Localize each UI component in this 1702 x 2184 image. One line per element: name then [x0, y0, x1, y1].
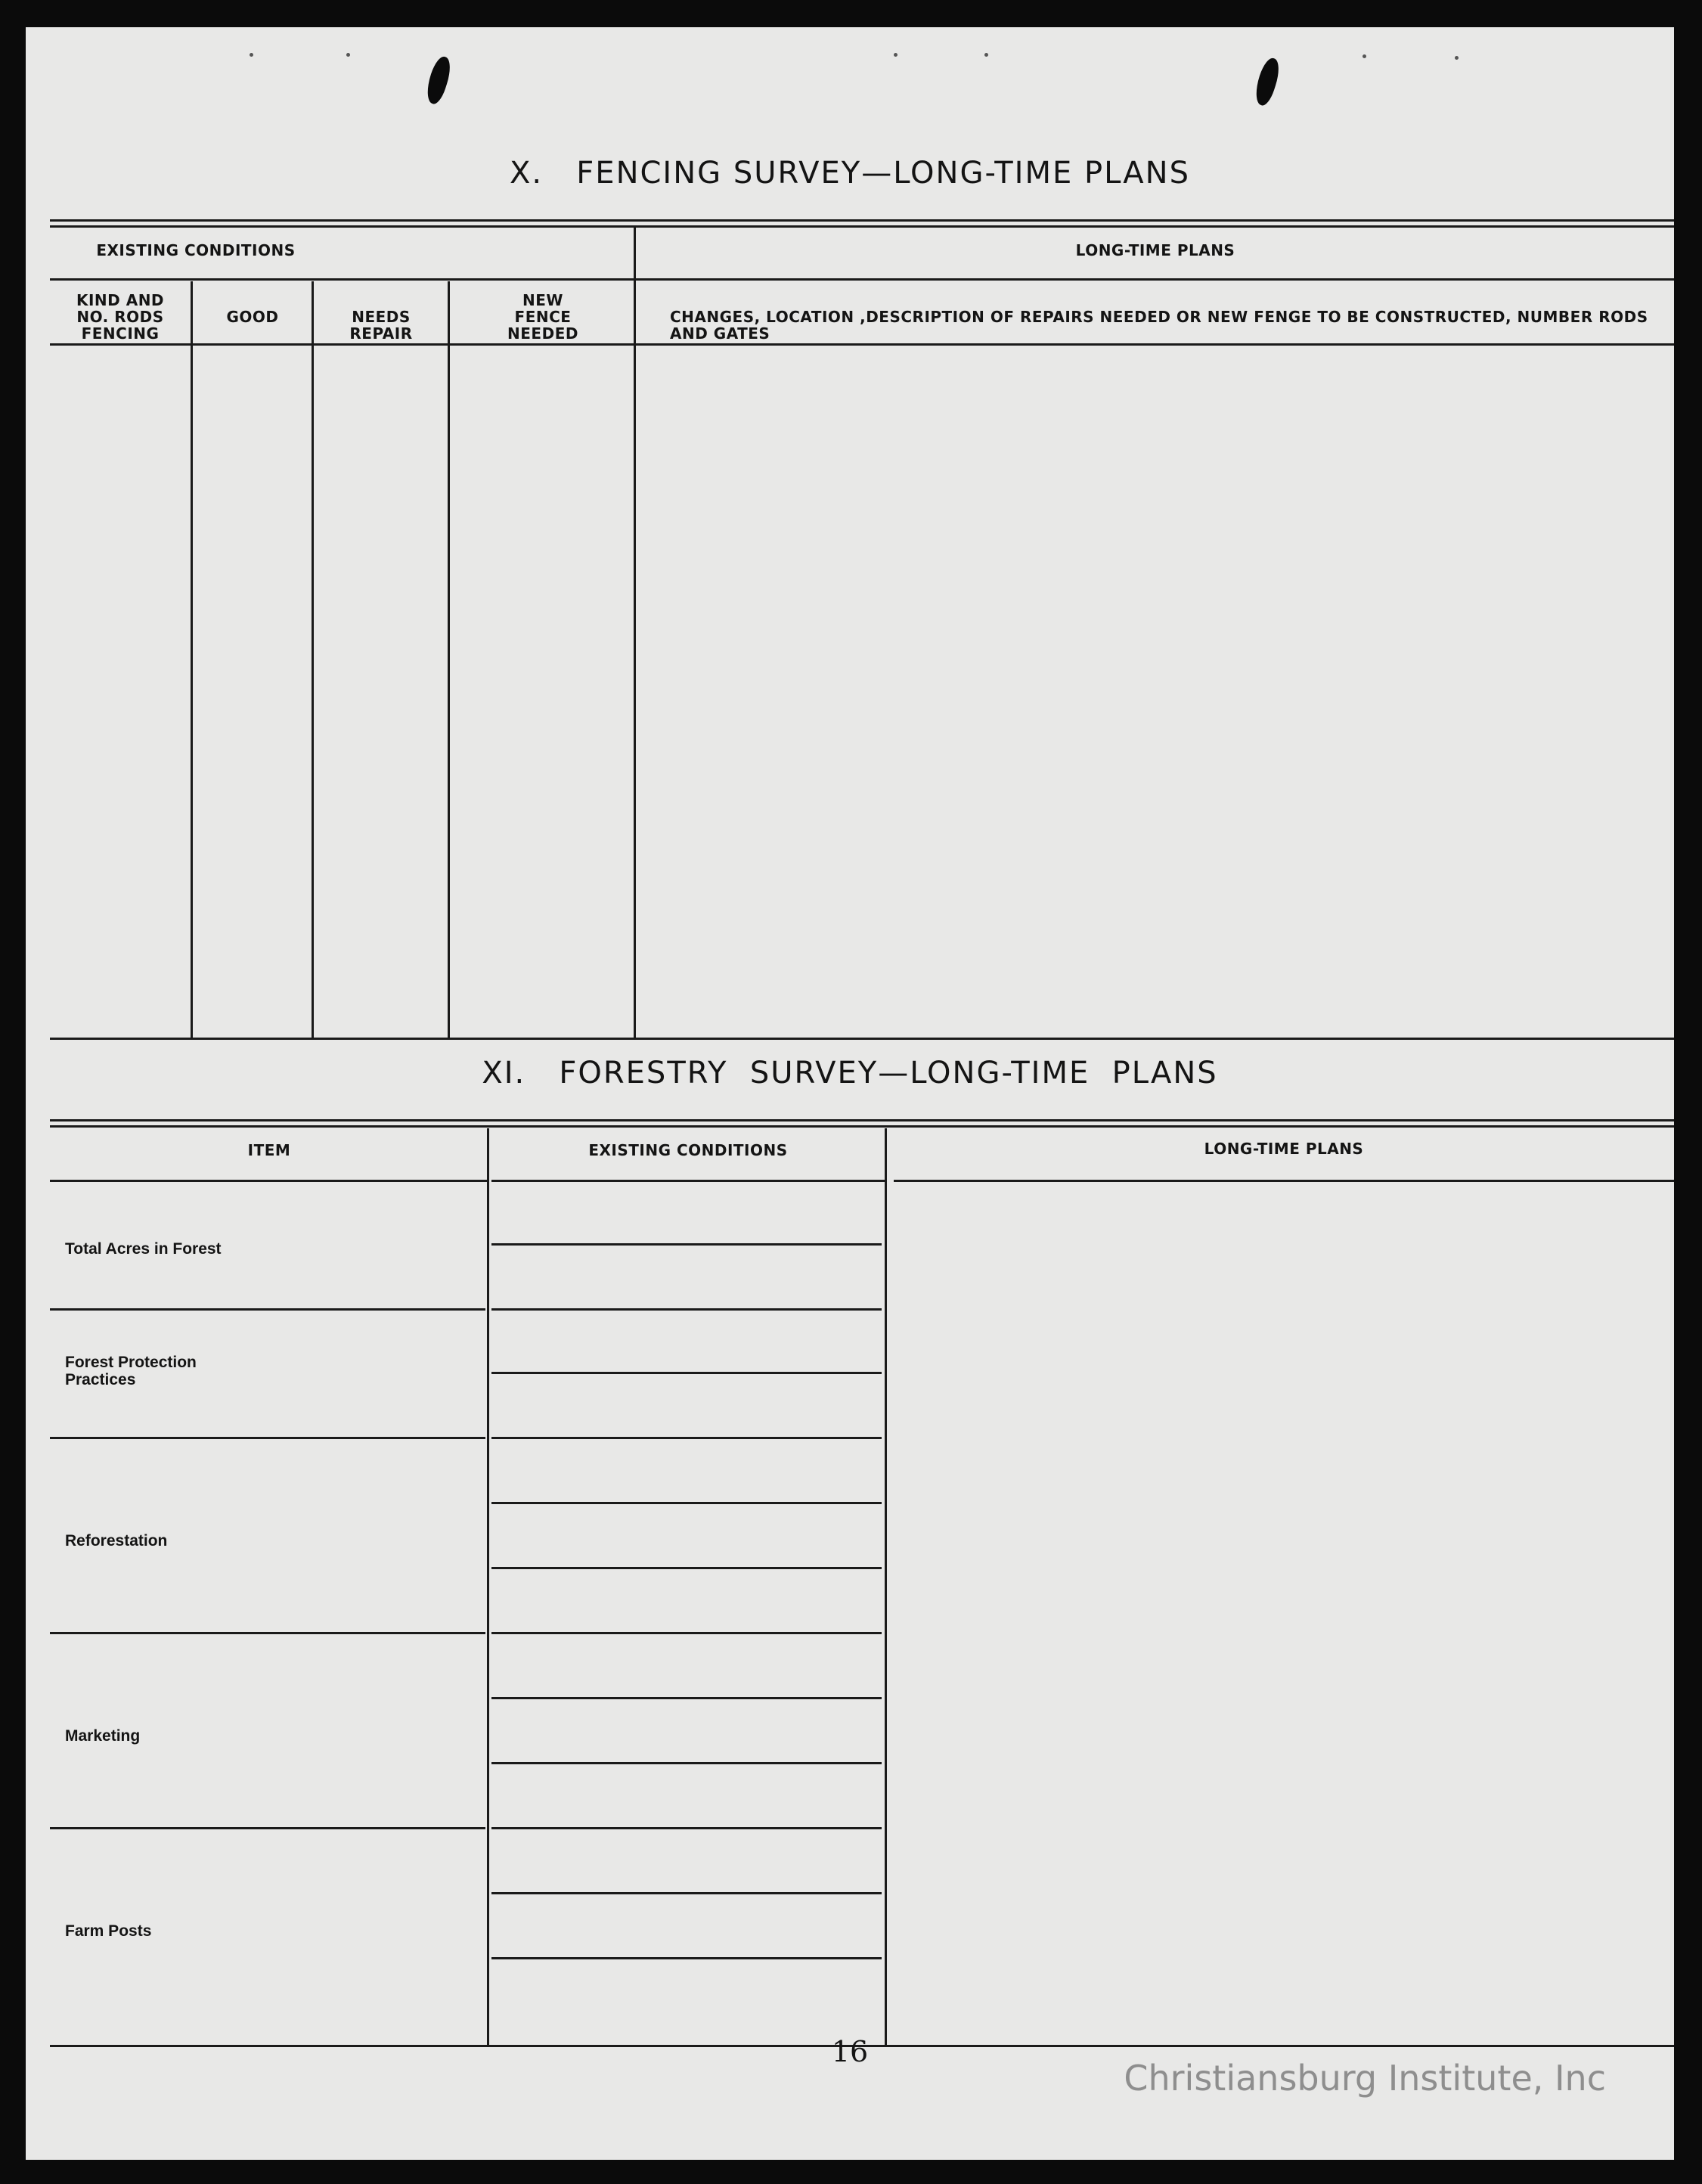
paper-speck	[1363, 54, 1366, 58]
writing-line	[491, 1892, 882, 1894]
paper-speck	[250, 53, 253, 57]
writing-line	[491, 1827, 882, 1829]
column-header-kind: KIND AND NO. RODS FENCING	[76, 291, 165, 343]
item-marketing: Marketing	[65, 1727, 141, 1745]
writing-line	[491, 1372, 882, 1374]
forestry-header-rule	[50, 1180, 487, 1182]
writing-line	[491, 1502, 882, 1504]
paper-speck	[346, 53, 350, 57]
fencing-section-divider	[634, 227, 636, 1038]
fencing-column-divider	[312, 281, 314, 1038]
writing-line	[491, 1957, 882, 1959]
forestry-top-rule	[50, 1119, 1674, 1121]
fencing-existing-header: EXISTING CONDITIONS	[96, 241, 296, 259]
binder-hole-left	[423, 54, 455, 106]
binder-hole-right	[1251, 56, 1284, 107]
forestry-header-rule	[491, 1180, 885, 1182]
form-page	[26, 27, 1674, 2160]
column-header-good: GOOD	[226, 308, 279, 326]
item-farm-posts: Farm Posts	[65, 1922, 152, 1940]
fencing-bottom-rule	[50, 1038, 1674, 1040]
column-header-needs-repair: NEEDS REPAIR	[349, 308, 413, 343]
writing-line	[491, 1762, 882, 1764]
item-total-acres: Total Acres in Forest	[65, 1240, 222, 1258]
forestry-existing-header: EXISTING CONDITIONS	[588, 1141, 788, 1159]
forestry-plans-header: LONG-TIME PLANS	[1204, 1140, 1364, 1158]
paper-speck	[894, 53, 898, 57]
watermark-text: Christiansburg Institute, Inc	[1124, 2058, 1606, 2099]
item-row-rule	[50, 1827, 485, 1829]
writing-line	[491, 1697, 882, 1699]
paper-speck	[1455, 56, 1459, 60]
fencing-column-divider	[191, 281, 193, 1038]
forestry-item-header: ITEM	[247, 1141, 291, 1159]
writing-line	[491, 1243, 882, 1246]
fencing-top-rule	[50, 225, 1674, 228]
column-header-new-fence: NEW FENCE NEEDED	[507, 291, 578, 343]
page-number: 16	[831, 2035, 869, 2068]
fencing-header-rule	[50, 343, 1674, 346]
item-row-rule	[50, 1437, 485, 1439]
item-reforestation: Reforestation	[65, 1532, 168, 1550]
writing-line	[491, 1437, 882, 1439]
forestry-title: XI. FORESTRY SURVEY—LONG-TIME PLANS	[482, 1056, 1218, 1090]
writing-line	[491, 1308, 882, 1311]
fencing-plans-header: LONG-TIME PLANS	[1075, 241, 1235, 259]
fencing-plans-divider	[637, 278, 1674, 281]
fencing-column-divider	[448, 281, 450, 1038]
column-header-changes: CHANGES, LOCATION ,DESCRIPTION OF REPAIRS NEEDED OR NEW FENGE TO BE CONSTRUCTED, NUMBER RODS AND GATES	[670, 308, 1648, 343]
paper-speck	[984, 53, 988, 57]
writing-line	[491, 1567, 882, 1569]
item-forest-protection: Forest Protection Practices	[65, 1354, 197, 1388]
fencing-existing-divider	[50, 278, 653, 281]
item-row-rule	[50, 1632, 485, 1634]
forestry-header-rule	[894, 1180, 1674, 1182]
forestry-column-divider	[487, 1128, 489, 2045]
fencing-top-rule	[50, 219, 1674, 222]
forestry-column-divider	[885, 1128, 887, 2045]
forestry-top-rule	[50, 1125, 1674, 1128]
fencing-title: X. FENCING SURVEY—LONG-TIME PLANS	[510, 156, 1190, 191]
item-row-rule	[50, 1308, 485, 1311]
writing-line	[491, 1632, 882, 1634]
